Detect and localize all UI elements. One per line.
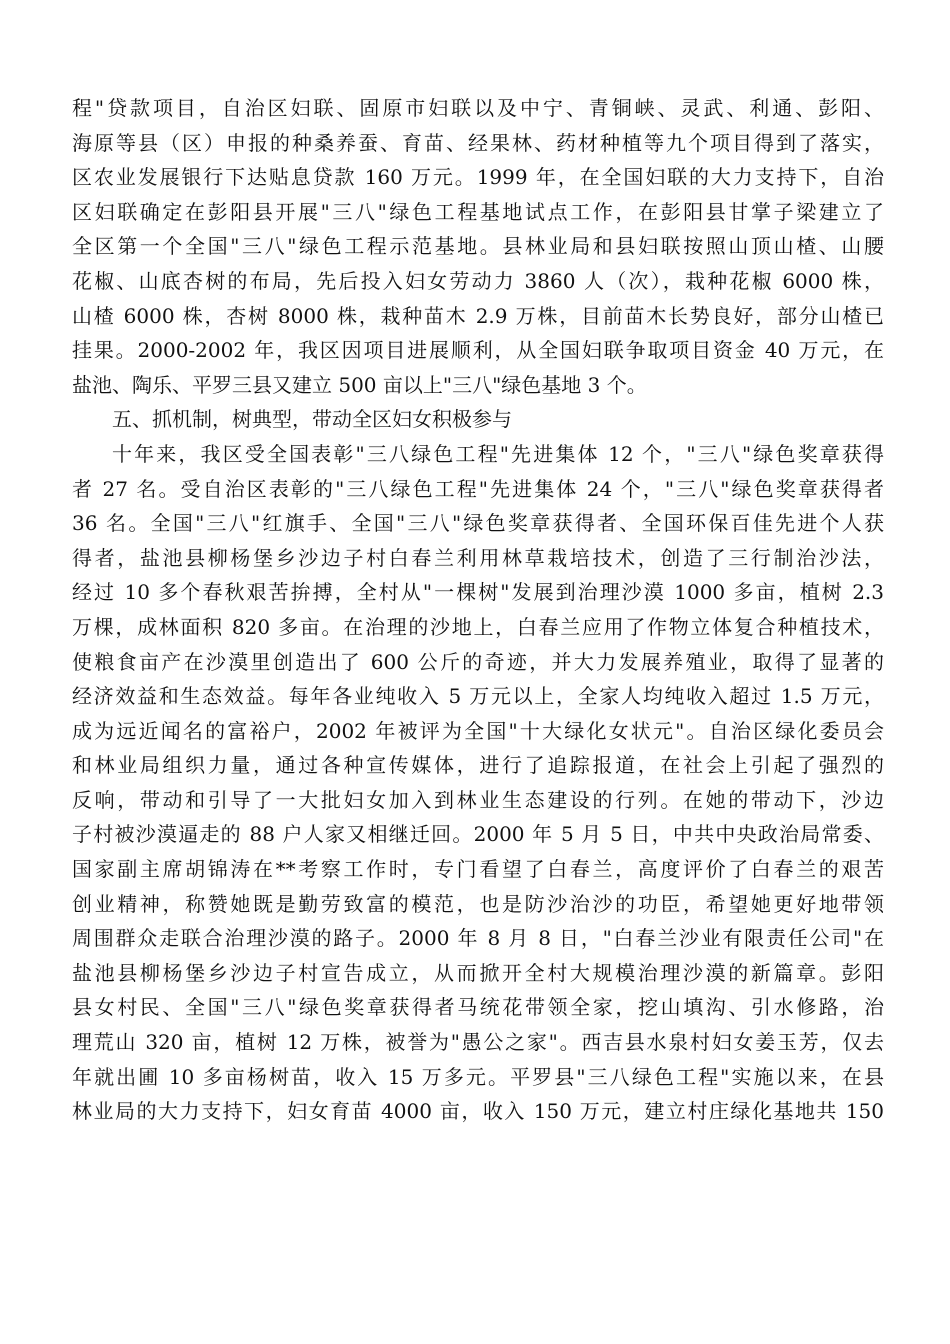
text-line: 盐池、陶乐、平罗三县又建立 500 亩以上"三八"绿色基地 3 个。 xyxy=(72,372,647,397)
text-line: 山楂 6000 株，杏树 8000 株，栽种苗木 2.9 万株，目前苗木长势良好，部分山楂已 xyxy=(72,303,884,328)
text-line: 和林业局组织力量，通过各种宣传媒体，进行了追踪报道，在社会上引起了强烈的 xyxy=(72,753,884,778)
text-line: 成为远近闻名的富裕户，2002 年被评为全国"十大绿化女状元"。自治区绿化委员会 xyxy=(72,718,884,743)
text-line: 创业精神，称赞她既是勤劳致富的模范，也是防沙治沙的功臣，希望她更好地带领 xyxy=(72,891,884,916)
text-line: 全区第一个全国"三八"绿色工程示范基地。县林业局和县妇联按照山顶山楂、山腰 xyxy=(72,234,884,259)
text-line: 反响，带动和引导了一大批妇女加入到林业生态建设的行列。在她的带动下，沙边 xyxy=(72,787,884,812)
text-line: 36 名。全国"三八"红旗手、全国"三八"绿色奖章获得者、全国环保百佳先进个人获 xyxy=(72,511,884,536)
text-line: 海原等县（区）申报的种桑养蚕、育苗、经果林、药材种植等九个项目得到了落实， xyxy=(72,130,884,155)
text-line: 使粮食亩产在沙漠里创造出了 600 公斤的奇迹，并大力发展养殖业，取得了显著的 xyxy=(72,649,884,674)
text-line: 县女村民、全国"三八"绿色奖章获得者马统花带领全家，挖山填沟、引水修路，治 xyxy=(72,995,884,1020)
section-heading: 五、抓机制，树典型，带动全区妇女积极参与 xyxy=(112,407,512,432)
text-line: 经过 10 多个春秋艰苦拚搏，全村从"一棵树"发展到治理沙漠 1000 多亩，植树 2.3 xyxy=(72,580,884,605)
text-line: 花椒、山底杏树的布局，先后投入妇女劳动力 3860 人（次），栽种花椒 6000 株， xyxy=(72,268,884,293)
text-line: 理荒山 320 亩，植树 12 万株，被誉为"愚公之家"。西吉县水泉村妇女姜玉芳，仅去 xyxy=(72,1030,884,1055)
text-line: 挂果。2000-2002 年，我区因项目进展顺利，从全国妇联争取项目资金 40 万元，在 xyxy=(72,338,884,363)
text-line: 区妇联确定在彭阳县开展"三八"绿色工程基地试点工作，在彭阳县甘掌子梁建立了 xyxy=(72,199,884,224)
body-text xyxy=(72,91,884,1129)
text-line: 区农业发展银行下达贴息贷款 160 万元。1999 年，在全国妇联的大力支持下，自治 xyxy=(72,165,884,190)
text-line: 子村被沙漠逼走的 88 户人家又相继迁回。2000 年 5 月 5 日，中共中央政治局常委、 xyxy=(72,822,884,847)
text-line: 经济效益和生态效益。每年各业纯收入 5 万元以上，全家人均纯收入超过 1.5 万元， xyxy=(72,684,884,709)
text-line: 林业局的大力支持下，妇女育苗 4000 亩，收入 150 万元，建立村庄绿化基地共 150 xyxy=(72,1099,884,1124)
text-line: 程"贷款项目，自治区妇联、固原市妇联以及中宁、青铜峡、灵武、利通、彭阳、 xyxy=(72,96,884,120)
text-line: 万棵，成林面积 820 多亩。在治理的沙地上，白春兰应用了作物立体复合种植技术， xyxy=(72,614,884,639)
text-line: 周围群众走联合治理沙漠的路子。2000 年 8 月 8 日，"白春兰沙业有限责任公司"在 xyxy=(72,926,884,951)
text-line: 盐池县柳杨堡乡沙边子村宣告成立，从而掀开全村大规模治理沙漠的新篇章。彭阳 xyxy=(72,960,884,985)
text-line: 国家副主席胡锦涛在**考察工作时，专门看望了白春兰，高度评价了白春兰的艰苦 xyxy=(72,857,884,882)
text-line: 者 27 名。受自治区表彰的"三八绿色工程"先进集体 24 个，"三八"绿色奖章获得者 xyxy=(72,476,884,501)
text-line: 年就出圃 10 多亩杨树苗，收入 15 万多元。平罗县"三八绿色工程"实施以来，在县 xyxy=(72,1064,884,1089)
text-line: 十年来，我区受全国表彰"三八绿色工程"先进集体 12 个，"三八"绿色奖章获得 xyxy=(112,441,884,466)
text-line: 得者，盐池县柳杨堡乡沙边子村白春兰利用林草栽培技术，创造了三行制治沙法， xyxy=(72,545,884,570)
